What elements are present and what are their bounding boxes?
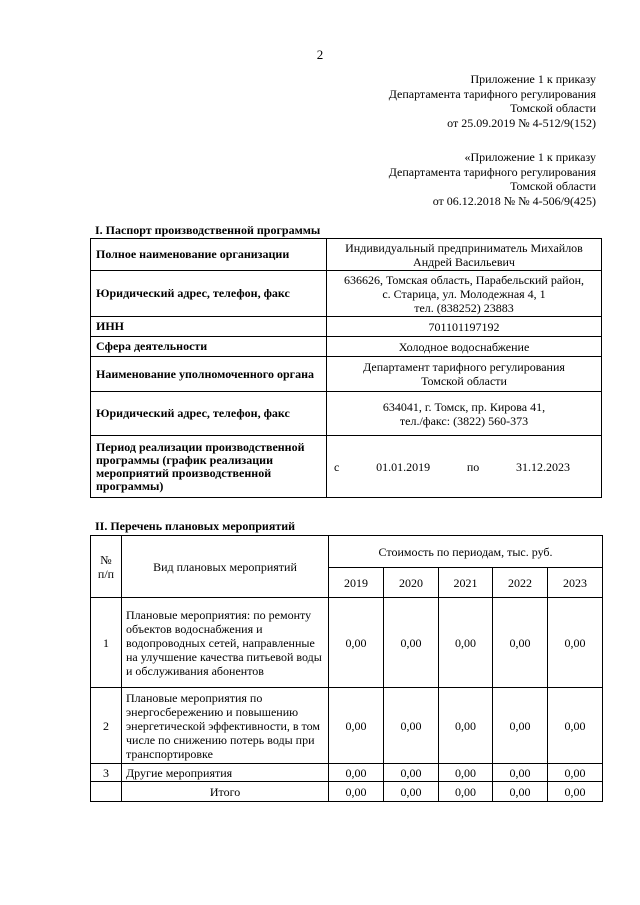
appendix-line: Департамента тарифного регулирования <box>388 86 596 101</box>
value-line: Томской области <box>421 374 507 388</box>
total-value: 0,00 <box>439 782 493 802</box>
period-to-word: по <box>466 459 480 474</box>
row-value: 0,00 <box>439 598 493 688</box>
passport-table <box>90 238 602 498</box>
passport-row <box>91 317 602 337</box>
period-from-date: 01.01.2019 <box>376 459 431 474</box>
row-name: Другие мероприятия <box>122 764 329 782</box>
passport-label: Юридический адрес, телефон, факс <box>91 392 327 436</box>
row-value: 0,00 <box>439 688 493 764</box>
period-range <box>330 460 598 474</box>
value-line: 701101197192 <box>428 319 500 334</box>
row-name: Плановые мероприятия: по ремонту объектов водоснабжения и водопроводных сетей, направленные на улучшение качества питьевой воды и обслуживания абонентов <box>122 598 329 688</box>
period-from-word: с <box>334 459 340 474</box>
value-line: 636626, Томская область, Парабельский район, <box>344 272 584 287</box>
value-line: Департамент тарифного регулирования <box>363 360 565 374</box>
total-value: 0,00 <box>493 782 548 802</box>
passport-row <box>91 271 602 317</box>
row-value: 0,00 <box>493 598 548 688</box>
period-to-date: 31.12.2023 <box>516 459 570 474</box>
row-value: 0,00 <box>329 764 384 782</box>
appendix-line: от 06.12.2018 № № 4-506/9(425) <box>432 193 596 208</box>
value-line: 634041, г. Томск, пр. Кирова 41, <box>382 399 546 414</box>
header-year: 2021 <box>439 568 493 598</box>
row-value: 0,00 <box>384 598 439 688</box>
passport-value-period <box>327 436 602 498</box>
table-row <box>91 598 603 688</box>
passport-label: Сфера деятельности <box>91 337 327 357</box>
row-value: 0,00 <box>384 688 439 764</box>
value-line: Андрей Васильевич <box>413 254 515 269</box>
table-row <box>91 688 603 764</box>
header-num: № п/п <box>91 536 122 598</box>
row-value: 0,00 <box>384 764 439 782</box>
header-cost: Стоимость по периодам, тыс. руб. <box>329 536 603 568</box>
row-num: 2 <box>91 688 122 764</box>
passport-value <box>327 271 602 317</box>
row-value: 0,00 <box>439 764 493 782</box>
appendix-line: «Приложение 1 к приказу <box>464 150 596 164</box>
header-row <box>91 536 603 568</box>
passport-label: Период реализации производственной программы (график реализации мероприятий производственной программы) <box>91 436 327 498</box>
row-value: 0,00 <box>548 764 603 782</box>
passport-label: Наименование уполномоченного органа <box>91 357 327 392</box>
passport-value <box>327 357 602 392</box>
appendix-line: Томской области <box>510 179 596 194</box>
header-year: 2023 <box>548 568 603 598</box>
section-title-passport: I. Паспорт производственной программы <box>95 223 321 237</box>
appendix-line: Томской области <box>510 101 596 116</box>
measures-table <box>90 535 603 802</box>
passport-row <box>91 357 602 392</box>
total-num-empty <box>91 782 122 802</box>
passport-label: Юридический адрес, телефон, факс <box>91 271 327 317</box>
row-value: 0,00 <box>493 764 548 782</box>
appendix-header-previous <box>300 150 596 208</box>
value-line: тел. (838252) 23883 <box>414 300 514 315</box>
total-value: 0,00 <box>548 782 603 802</box>
value-line: тел./факс: (3822) 560-373 <box>399 413 529 428</box>
value-line: с. Старица, ул. Молодежная 4, 1 <box>382 286 546 301</box>
header-year: 2019 <box>329 568 384 598</box>
passport-row <box>91 392 602 436</box>
section-title-measures: II. Перечень плановых мероприятий <box>95 519 296 533</box>
passport-value <box>327 317 602 337</box>
page-number: 2 <box>316 47 324 62</box>
passport-label: Полное наименование организации <box>91 239 327 271</box>
header-name: Вид плановых мероприятий <box>122 536 329 598</box>
header-year: 2022 <box>493 568 548 598</box>
passport-value <box>327 337 602 357</box>
row-value: 0,00 <box>493 688 548 764</box>
passport-row <box>91 239 602 271</box>
row-value: 0,00 <box>548 598 603 688</box>
header-year: 2020 <box>384 568 439 598</box>
passport-row-period <box>91 436 602 498</box>
passport-value <box>327 239 602 271</box>
appendix-line: Приложение 1 к приказу <box>470 72 596 86</box>
passport-value <box>327 392 602 436</box>
row-value: 0,00 <box>329 598 384 688</box>
total-value: 0,00 <box>384 782 439 802</box>
row-num: 3 <box>91 764 122 782</box>
passport-label: ИНН <box>91 317 327 337</box>
row-num: 1 <box>91 598 122 688</box>
value-line: Холодное водоснабжение <box>398 339 530 354</box>
appendix-line: Департамента тарифного регулирования <box>388 164 596 179</box>
value-line: Индивидуальный предприниматель Михайлов <box>345 240 583 255</box>
total-value: 0,00 <box>329 782 384 802</box>
row-name: Плановые мероприятия по энергосбережению и повышению энергетической эффективности, в том числе по снижению потерь воды при транспортировке <box>122 688 329 764</box>
appendix-header-current <box>300 72 596 130</box>
row-value: 0,00 <box>329 688 384 764</box>
appendix-line: от 25.09.2019 № 4-512/9(152) <box>447 115 596 130</box>
total-label: Итого <box>122 782 329 802</box>
passport-row <box>91 337 602 357</box>
row-value: 0,00 <box>548 688 603 764</box>
total-row <box>91 782 603 802</box>
table-row <box>91 764 603 782</box>
